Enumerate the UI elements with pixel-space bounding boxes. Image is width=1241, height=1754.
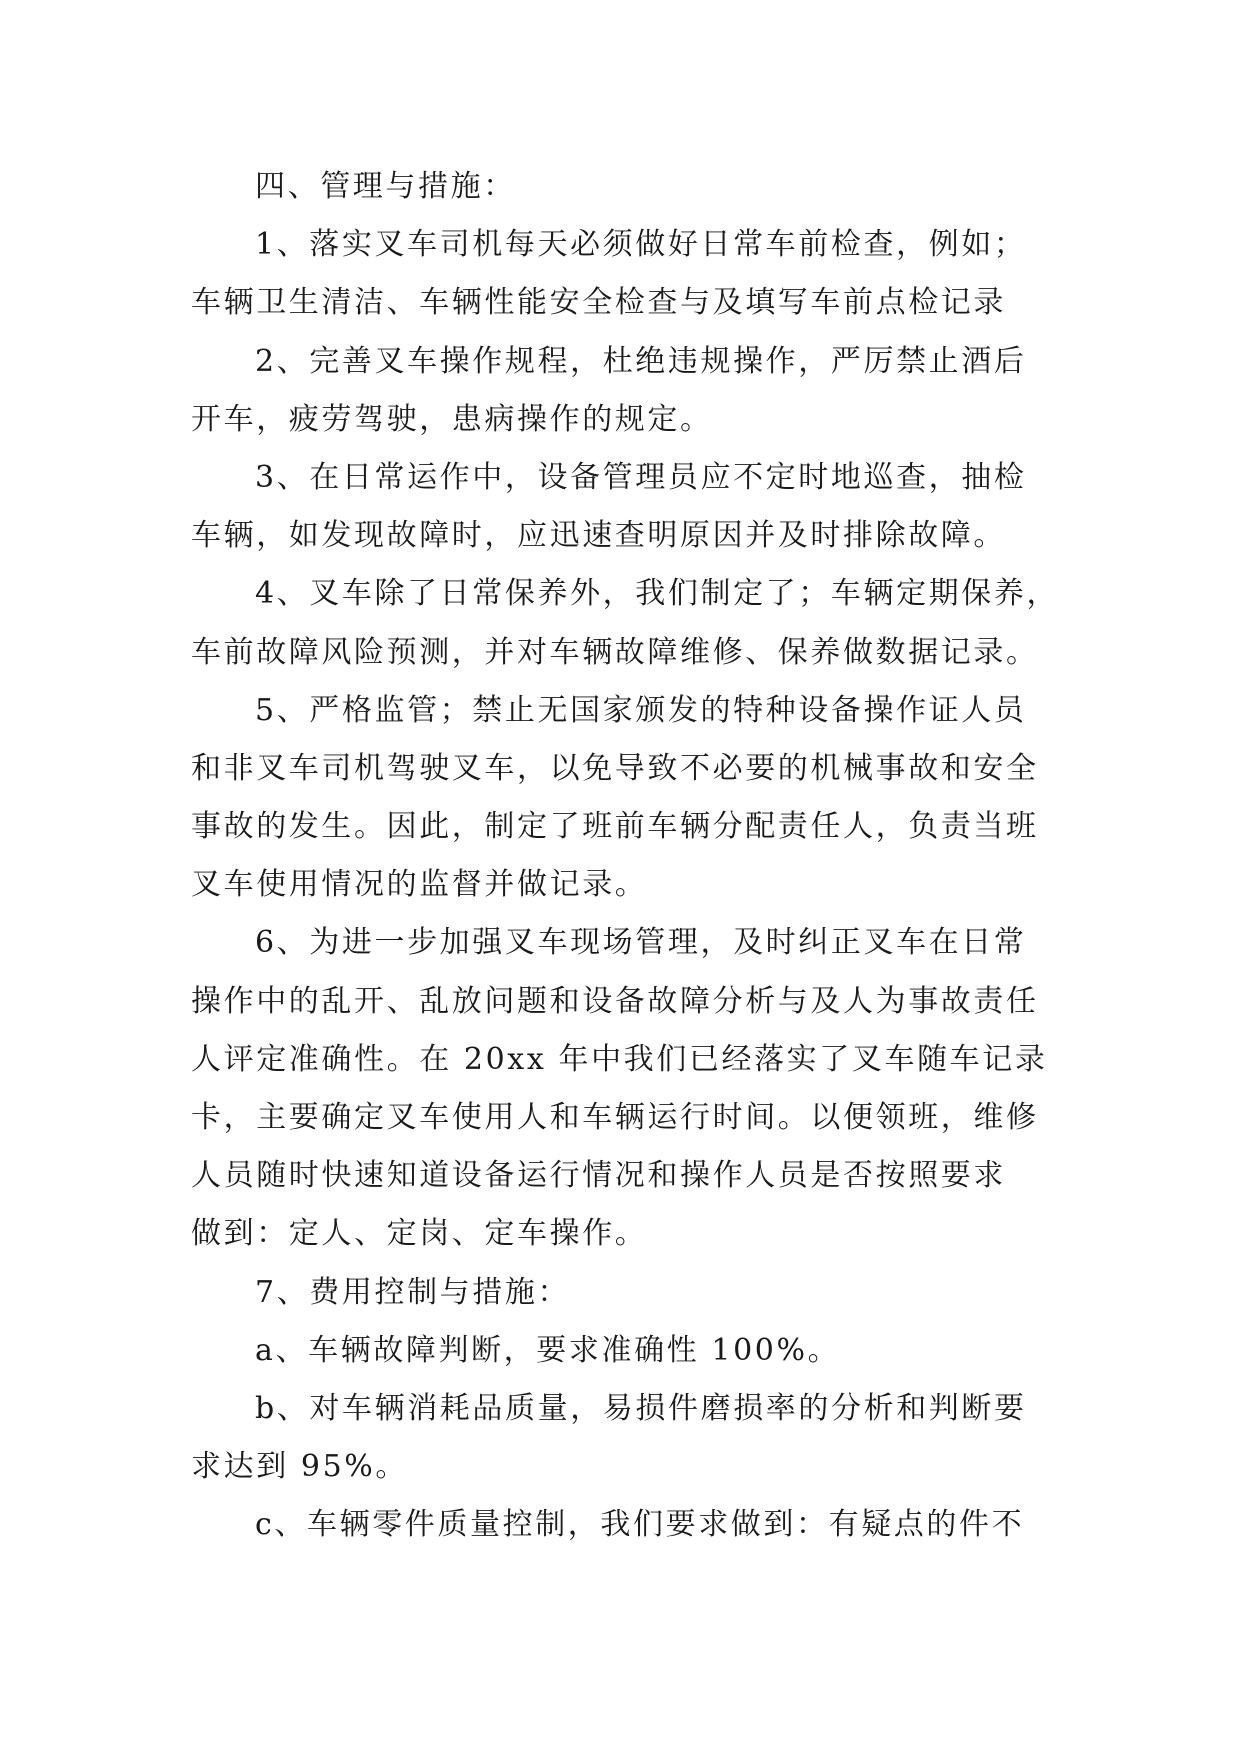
paragraph-line: a、车辆故障判断，要求准确性 100%。 — [255, 1332, 841, 1368]
paragraph-line: 车辆卫生清洁、车辆性能安全检查与及填写车前点检记录 — [191, 285, 1006, 321]
paragraph-line: 车辆，如发现故障时，应迅速查明原因并及时排除故障。 — [191, 518, 1006, 554]
paragraph-line: b、对车辆消耗品质量，易损件磨损率的分析和判断要 — [255, 1390, 1027, 1426]
paragraph-line: 4、叉车除了日常保养外，我们制定了；车辆定期保养， — [255, 576, 1060, 612]
paragraph-line: 开车，疲劳驾驶，患病操作的规定。 — [191, 401, 713, 437]
paragraph-line: 6、为进一步加强叉车现场管理，及时纠正叉车在日常 — [255, 925, 1027, 961]
paragraph-line: c、车辆零件质量控制，我们要求做到：有疑点的件不 — [255, 1507, 1025, 1543]
paragraph-line: 操作中的乱开、乱放问题和设备故障分析与及人为事故责任 — [191, 983, 1039, 1019]
paragraph-line: 事故的发生。因此，制定了班前车辆分配责任人，负责当班 — [191, 809, 1039, 845]
paragraph-line: 卡，主要确定叉车使用人和车辆运行时间。以便领班，维修 — [191, 1100, 1039, 1135]
paragraph-line: 3、在日常运作中，设备管理员应不定时地巡查，抽检 — [255, 459, 1027, 495]
document-body — [191, 158, 1071, 1555]
paragraph-line: 求达到 95%。 — [191, 1449, 409, 1485]
subsection-heading: 7、费用控制与措施： — [255, 1274, 571, 1310]
section-heading: 四、管理与措施： — [255, 169, 516, 204]
paragraph-line: 做到：定人、定岗、定车操作。 — [191, 1216, 648, 1252]
paragraph-line: 1、落实叉车司机每天必须做好日常车前检查，例如； — [255, 227, 1027, 263]
paragraph-line: 5、严格监管；禁止无国家颁发的特种设备操作证人员 — [255, 692, 1027, 728]
paragraph-line: 叉车使用情况的监督并做记录。 — [191, 867, 648, 903]
paragraph-line: 人评定准确性。在 20xx 年中我们已经落实了叉车随车记录 — [191, 1041, 1048, 1077]
paragraph-line: 2、完善叉车操作规程，杜绝违规操作，严厉禁止酒后 — [255, 343, 1027, 379]
paragraph-line: 和非叉车司机驾驶叉车，以免导致不必要的机械事故和安全 — [191, 750, 1039, 786]
paragraph-line: 车前故障风险预测，并对车辆故障维修、保养做数据记录。 — [191, 634, 1039, 670]
paragraph-line: 人员随时快速知道设备运行情况和操作人员是否按照要求 — [191, 1158, 1006, 1194]
